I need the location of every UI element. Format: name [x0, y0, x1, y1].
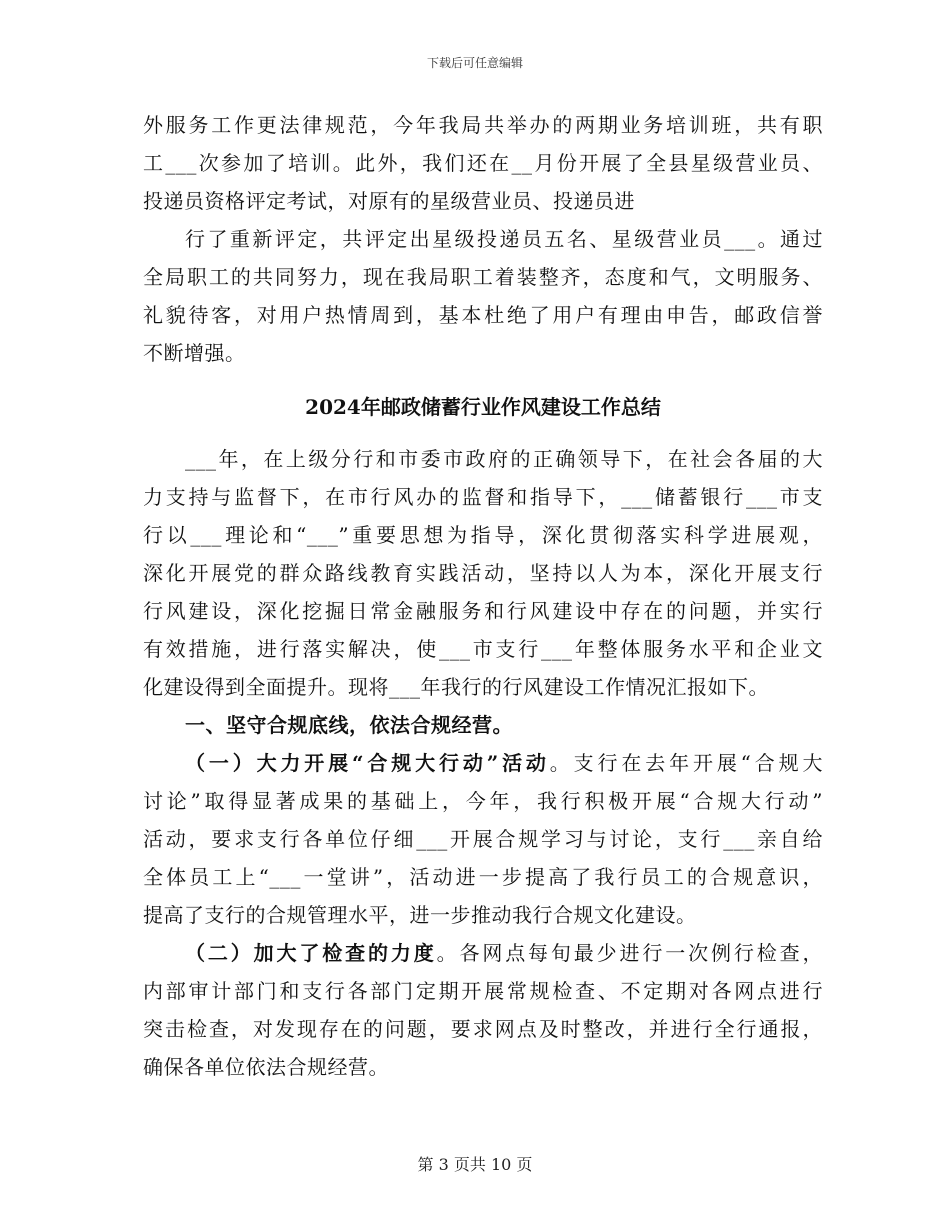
- item-text: 。各网点每旬最少进行一次例行检查，: [436, 941, 824, 965]
- paragraph-continuation-1: [143, 106, 823, 220]
- text-line: [143, 744, 823, 782]
- text-line: 全体员工上“___一堂讲”，活动进一步提高了我行员工的合规意识，: [143, 865, 823, 889]
- document-body: [143, 106, 823, 1086]
- text-line: 内部审计部门和支行各部门定期开展常规检查、不定期对各网点进行: [143, 979, 823, 1003]
- text-line: 确保各单位依法合规经营。: [143, 1055, 389, 1079]
- section-heading-1: 一、坚守合规底线，依法合规经营。: [185, 713, 513, 737]
- text-line: 突击检查，对发现存在的问题，要求网点及时整改，并进行全行通报，: [143, 1017, 823, 1041]
- text-line: 活动，要求支行各单位仔细___开展合规学习与讨论，支行___亲自给: [143, 827, 823, 851]
- text-line: 化建设得到全面提升。现将___年我行的行风建设工作情况汇报如下。: [143, 675, 769, 699]
- document-title: 2024年邮政储蓄行业作风建设工作总结: [305, 395, 661, 419]
- text-line: 讨论”取得显著成果的基础上，今年，我行积极开展“合规大行动”: [143, 789, 823, 813]
- text-line: ___年，在上级分行和市委市政府的正确领导下，在社会各届的大: [185, 447, 823, 471]
- paragraph-continuation-2: [143, 220, 823, 372]
- text-line: 工___次参加了培训。此外，我们还在__月份开展了全县星级营业员、: [143, 151, 823, 175]
- intro-paragraph: [143, 440, 823, 706]
- text-line: 礼貌待客，对用户热情周到，基本杜绝了用户有理由申告，邮政信誉: [143, 303, 823, 327]
- text-line: 投递员资格评定考试，对原有的星级营业员、投递员进: [143, 189, 635, 213]
- text-line: 深化开展党的群众路线教育实践活动，坚持以人为本，深化开展支行: [143, 561, 823, 585]
- text-line: 全局职工的共同努力，现在我局职工着装整齐，态度和气，文明服务、: [143, 265, 823, 289]
- page-header: 下载后可任意编辑: [426, 56, 523, 70]
- item-1-paragraph: [143, 744, 823, 934]
- text-line: 行了重新评定，共评定出星级投递员五名、星级营业员___。通过: [185, 227, 823, 251]
- page-footer: 第 3 页共 10 页: [417, 1155, 533, 1174]
- text-line: 不断增强。: [143, 341, 246, 365]
- item-text: 。支行在去年开展“合规大: [549, 751, 823, 775]
- text-line: 外服务工作更法律规范，今年我局共举办的两期业务培训班，共有职: [143, 113, 823, 137]
- item-heading: （二）加大了检查的力度: [185, 941, 437, 965]
- item-2-paragraph: [143, 934, 823, 1086]
- text-line: 行风建设，深化挖掘日常金融服务和行风建设中存在的问题，并实行: [143, 599, 823, 623]
- text-line: [143, 934, 823, 972]
- item-heading: （一）大力开展“合规大行动”活动: [185, 751, 550, 775]
- text-line: 行以___理论和“___”重要思想为指导，深化贯彻落实科学进展观，: [143, 523, 823, 547]
- text-line: 有效措施，进行落实解决，使___市支行___年整体服务水平和企业文: [143, 637, 823, 661]
- text-line: 提高了支行的合规管理水平，进一步推动我行合规文化建设。: [143, 903, 697, 927]
- text-line: 力支持与监督下，在市行风办的监督和指导下，___储蓄银行___市支: [143, 485, 823, 509]
